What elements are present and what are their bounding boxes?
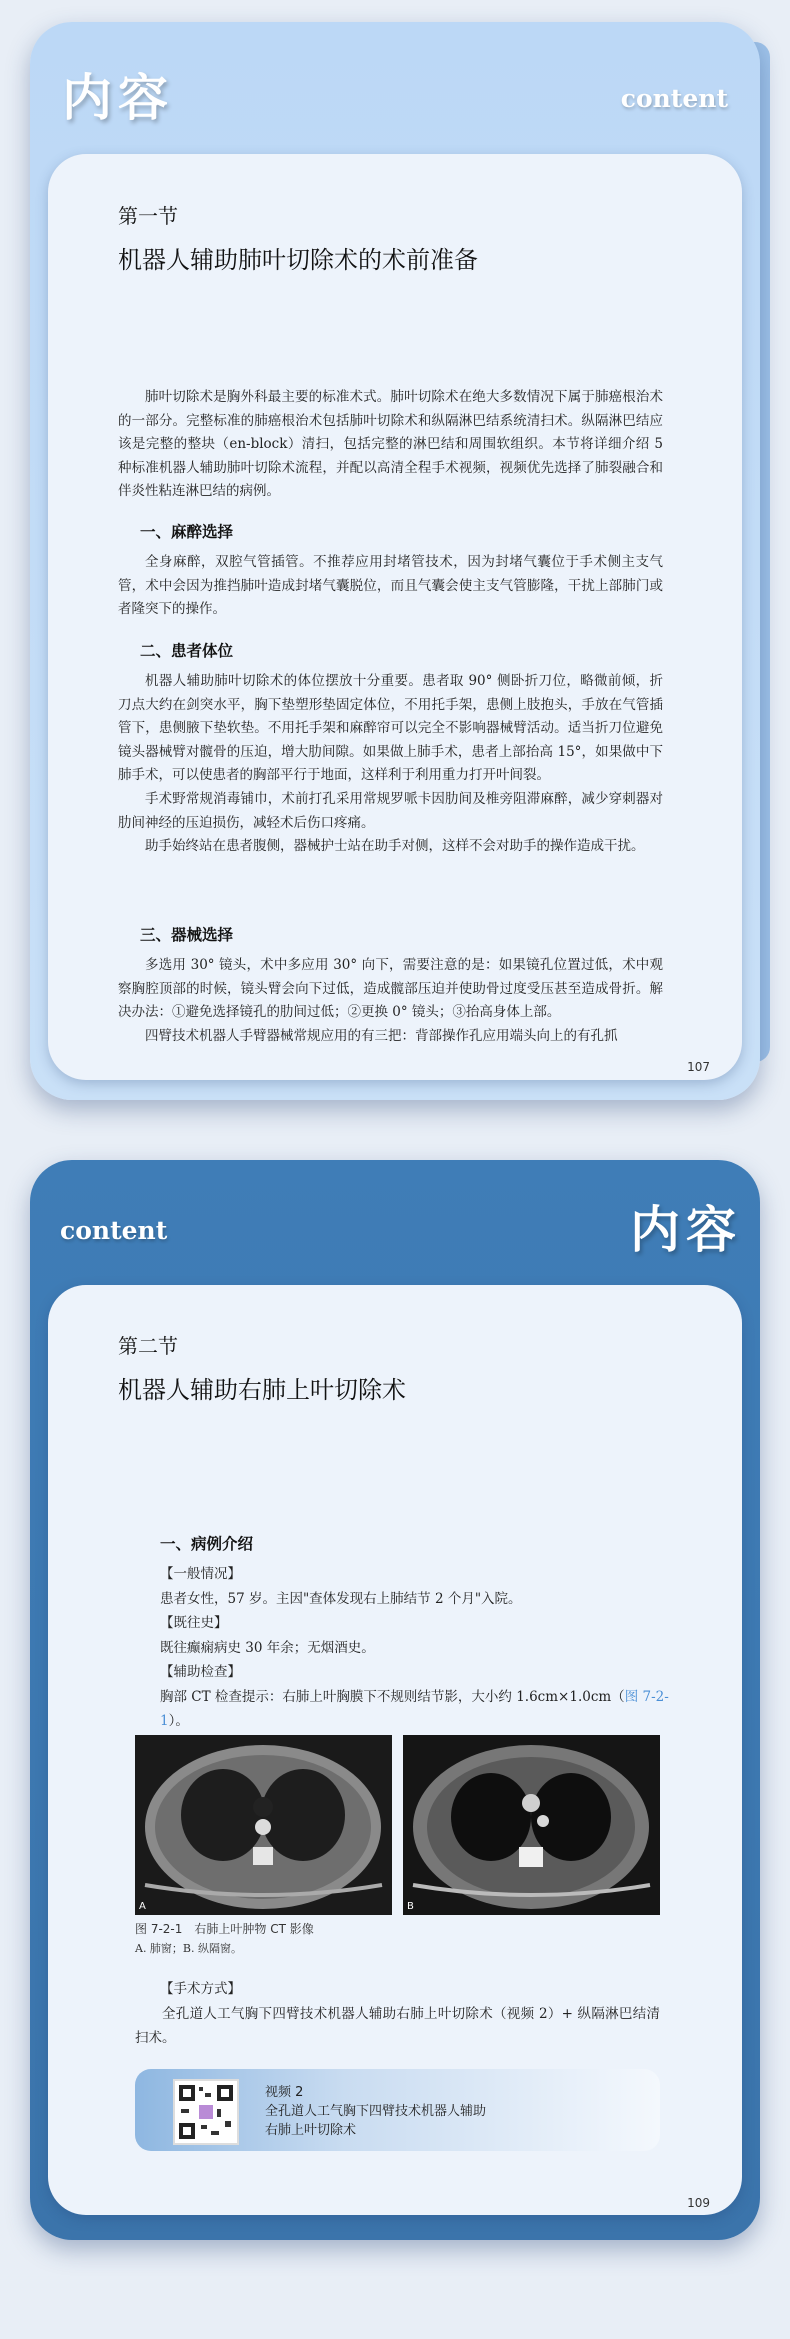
video-info xyxy=(265,2083,486,2140)
exam-text: 胸部 CT 检查提示：右肺上叶胸膜下不规则结节影，大小约 1.6cm×1.0cm（图 7-2-1）。 xyxy=(160,1688,669,1729)
ct-mediastinal-graphic xyxy=(403,1735,660,1915)
video-card[interactable] xyxy=(135,2069,660,2151)
video-desc-line2: 右肺上叶切除术 xyxy=(265,2123,357,2138)
image-label-b: B xyxy=(407,1901,414,1912)
intro-paragraph xyxy=(118,386,663,504)
exam-label: 【辅助检查】 xyxy=(160,1664,241,1680)
instrument-paragraphs xyxy=(118,954,663,1048)
heading-anesthesia: 一、麻醉选择 xyxy=(140,523,234,541)
figure-link[interactable]: 图 7-2-1 xyxy=(160,1688,669,1729)
case-details xyxy=(160,1562,670,1734)
history-text: 既往癫痫病史 30 年余；无烟酒史。 xyxy=(160,1639,375,1656)
heading-position: 二、患者体位 xyxy=(140,642,234,660)
qr-code-icon[interactable] xyxy=(173,2079,239,2145)
ct-image-lung-window xyxy=(135,1735,392,1915)
frame-edge xyxy=(740,42,770,1062)
arms-text: 四臂技术机器人手臂器械常规应用的有三把：背部操作孔应用端头向上的有孔抓 xyxy=(145,1027,618,1044)
general-text: 患者女性，57 岁。主因"查体发现右上肺结节 2 个月"入院。 xyxy=(160,1590,522,1607)
banner-subtitle: content xyxy=(620,84,728,113)
assistant-text: 助手始终站在患者腹侧，器械护士站在助手对侧，这样不会对助手的操作造成干扰。 xyxy=(145,838,645,855)
section-title: 机器人辅助右肺上叶切除术 xyxy=(118,1376,406,1404)
position-paragraphs xyxy=(118,670,663,859)
anesthesia-paragraph xyxy=(118,551,663,622)
figure-caption: 图 7-2-1 右肺上叶肿物 CT 影像 xyxy=(135,1922,314,1936)
figure-subcaption: A. 肺窗；B. 纵隔窗。 xyxy=(135,1942,243,1955)
position-text: 机器人辅助肺叶切除术的体位摆放十分重要。患者取 90° 侧卧折刀位，略微前倾，折刀点大约在剑突水平，胸下垫塑形垫固定体位，不用托手架，患侧上肢抱头，手放在气管插管下，患侧腋下垫软垫。不用托手架和麻醉帘可以完全不影响器械臂活动。适当折刀位避免镜头器械臂对髋骨的压迫，增大肋间隙。如果做上肺手术，患者上部抬高 15°，如果做中下肺手术，可以使患者的胸部平行于地面，这样利于利用重力打开叶间裂。 xyxy=(118,673,663,784)
page-number-1: 107 xyxy=(687,1060,710,1074)
banner-subtitle: content xyxy=(60,1216,168,1245)
section-label: 第一节 xyxy=(118,204,178,228)
anesthesia-text: 全身麻醉，双腔气管插管。不推荐应用封堵管技术，因为封堵气囊位于手术侧主支气管，术中会因为推挡肺叶造成封堵气囊脱位，而且气囊会使主支气管膨隆，干扰上部肺门或者隆突下的操作。 xyxy=(118,554,663,618)
ct-lung-graphic xyxy=(135,1735,392,1915)
surgery-text: 全孔道人工气胸下四臂技术机器人辅助右肺上叶切除术（视频 2）+ 纵隔淋巴结清扫术。 xyxy=(135,2006,660,2046)
page-number-2: 109 xyxy=(687,2196,710,2210)
heading-case: 一、病例介绍 xyxy=(160,1535,254,1553)
general-label: 【一般情况】 xyxy=(160,1566,241,1582)
intro-text: 肺叶切除术是胸外科最主要的标准术式。肺叶切除术在绝大多数情况下属于肺癌根治术的一部分。完整标准的肺癌根治术包括肺叶切除术和纵隔淋巴结系统清扫术。纵隔淋巴结应该是完整的整块（en-block）清扫，包括完整的淋巴结和周围软组织。本节将详细介绍 5 种标准机器人辅助肺叶切除术流程，并配以高清全程手术视频，视频优先选择了肺裂融合和伴炎性粘连淋巴结的病例。 xyxy=(118,389,663,500)
ct-image-mediastinal-window xyxy=(403,1735,660,1915)
lens-text: 多选用 30° 镜头，术中多应用 30° 向下，需要注意的是：如果镜孔位置过低，术中观察胸腔顶部的时候，镜头臂会向下过低，造成髋部压迫并使助骨过度受压甚至造成骨折。解决办法：①避免选择镜孔的肋间过低；②更换 0° 镜头；③抬高身体上部。 xyxy=(118,957,663,1021)
section-label: 第二节 xyxy=(118,1334,178,1358)
video-title: 视频 2 xyxy=(265,2085,304,2100)
surgery-details xyxy=(160,1977,660,2002)
surgery-label: 【手术方式】 xyxy=(160,1981,241,1997)
surgery-paragraph xyxy=(135,2003,660,2050)
heading-instruments: 三、器械选择 xyxy=(140,926,234,944)
image-label-a: A xyxy=(139,1901,146,1912)
history-label: 【既往史】 xyxy=(160,1615,228,1631)
banner-title: 内容 xyxy=(630,1201,742,1259)
banner-title: 内容 xyxy=(62,69,174,127)
section-title: 机器人辅助肺叶切除术的术前准备 xyxy=(118,246,478,274)
disinfection-text: 手术野常规消毒铺巾，术前打孔采用常规罗哌卡因肋间及椎旁阻滞麻醉，减少穿刺器对肋间神经的压迫损伤，减轻术后伤口疼痛。 xyxy=(118,790,663,831)
video-desc-line1: 全孔道人工气胸下四臂技术机器人辅助 xyxy=(265,2104,487,2119)
